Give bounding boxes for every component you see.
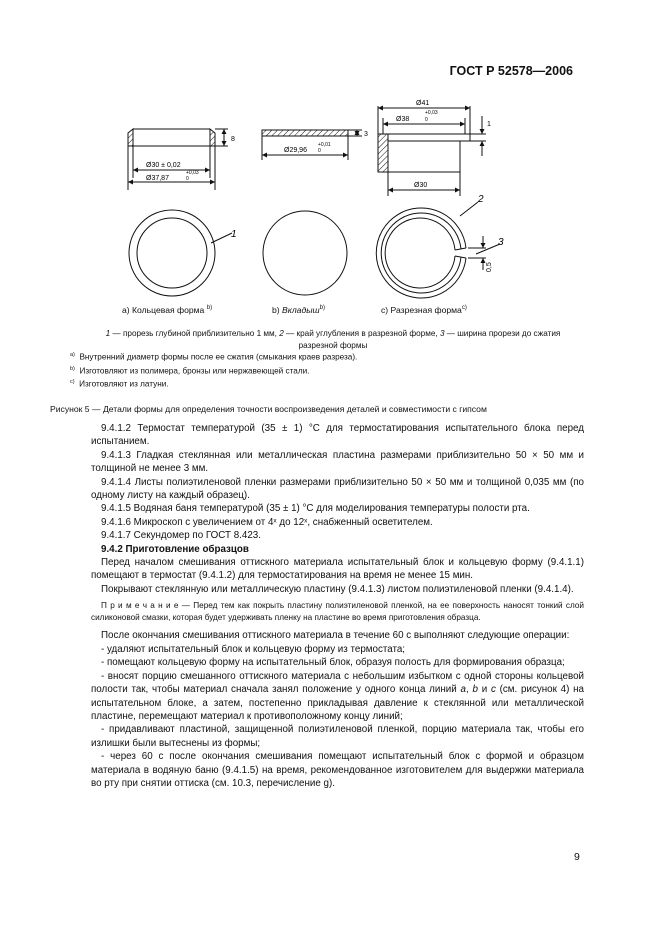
dim-d29-tol: +0,01 (318, 142, 331, 148)
page-number: 9 (574, 851, 580, 863)
insert-plan (263, 211, 347, 295)
para-9-4-1-2: 9.4.1.2 Термостат температурой (35 ± 1) °С для термостатирования испытательного блока перед испытанием. (91, 423, 584, 448)
dim-d37-tol: +0,03 (186, 170, 199, 176)
para-prep-2: Покрывают стеклянную или металлическую пластину (9.4.1.3) листом полиэтиленовой пленки (9.4.1.4). (101, 583, 574, 595)
para-ops: После окончания смешивания оттискного материала в течение 60 с выполняют следующие операции: (101, 630, 570, 642)
dim-d37-tol2: 0 (186, 176, 189, 182)
callout-1: 1 (231, 229, 237, 240)
note: П р и м е ч а н и е — Перед тем как покрыть пластину полиэтиленовой пленкой, на ее поверхность наносят тонкий слой силиконовой смазки, которая будет удерживать пленку на пластине во время приготовления образца. (91, 601, 584, 622)
split-form-plan (376, 202, 500, 298)
caption-b: b) Вкладыш$^{b)}$ (272, 305, 326, 315)
figure-5-drawing (0, 0, 661, 330)
list-item-5: - через 60 с после окончания смешивания помещают испытательный блок с формой и образцом материала в водяную баню (9.4.1.5) на время, рекомендованное изготовителем для выдержки материала во рту при снятии оттиска (см. 10.3, перечисление g). (91, 751, 584, 789)
body-text (91, 422, 584, 790)
caption-a: a) Кольцевая форма $^{b)}$ (122, 305, 213, 315)
list-item-1: - удаляют испытательный блок и кольцевую форму из термостата; (101, 643, 406, 655)
para-9-4-1-4: 9.4.1.4 Листы полиэтиленовой пленки размерами приблизительно 50 × 50 мм и толщиной 0,035 мм (по одному листу на каждый образец). (91, 476, 584, 502)
dim-d38-tol: +0,03 (425, 110, 438, 116)
para-9-4-1-6: 9.4.1.6 Микроскоп с увеличением от 4ˣ до 12ˣ, снабженный осветителем. (101, 516, 433, 528)
section-heading: 9.4.2 Приготовление образцов (101, 543, 249, 555)
para-9-4-1-5: 9.4.1.5 Водяная баня температурой (35 ± 1) °С для моделирования температуры полости рта. (101, 503, 530, 515)
para-9-4-1-3: 9.4.1.3 Гладкая стеклянная или металлическая пластина размерами приблизительно 50 × 50 мм и толщиной не менее 3 мм. (91, 449, 584, 475)
dim-d37: Ø37,87 (146, 175, 169, 182)
dim-d29-tol2: 0 (318, 148, 321, 154)
dim-h1: 1 (487, 121, 491, 128)
caption-c: c) Разрезная форма$^{c)}$ (381, 305, 467, 315)
dim-h3: 3 (364, 131, 368, 138)
dim-d38: Ø38 (396, 116, 410, 123)
figure-legend: 1 — прорезь глубиной приблизительно 1 мм, 2 — край углубления в разрезной форме, 3 — ширина прорези до сжатия разрезной формы (105, 329, 561, 350)
para-prep-1: Перед началом смешивания оттискного материала испытательный блок и кольцевую форму (9.4.1.1) помещают в термостат (9.4.1.2) для термостатирования на время не менее 15 мин. (91, 557, 584, 582)
callout-2: 2 (478, 194, 484, 205)
list-item-4: - придавливают пластиной, защищенной полиэтиленовой пленкой, порцию материала так, чтобы его излишки были вытеснены из формы; (91, 724, 584, 749)
list-item-2: - помещают кольцевую форму на испытательный блок, образуя полость для формирования образца; (101, 657, 565, 669)
footnote-c: $^{c)}$ Изготовляют из латуни. (70, 379, 169, 389)
dim-d38-tol2: 0 (425, 117, 428, 123)
dim-d30c: Ø30 (414, 182, 428, 189)
dim-d30: Ø30 ± 0,02 (146, 162, 181, 169)
callout-3: 3 (498, 237, 504, 248)
standard-header: ГОСТ Р 52578—2006 (449, 64, 573, 78)
para-9-4-1-7: 9.4.1.7 Секундомер по ГОСТ 8.423. (101, 530, 261, 542)
footnote-a: $^{a)}$ Внутренний диаметр формы после ее сжатия (смыкания краев разреза). (70, 352, 358, 362)
dim-d41: Ø41 (416, 100, 430, 107)
ring-form-section (128, 129, 228, 190)
list-item-3: - вносят порцию смешанного оттискного материала с небольшим избытком с одной стороны кольцевой полости так, чтобы материал сначала занял положение у одного конца линий a, b и c (см. рисунок 4) на испытательном блоке, а затем, постепенно прикладывая давление к стеклянной или металлической пластине, перемещают материал к противоположному концу линий; (91, 670, 584, 722)
split-form-section (378, 106, 486, 196)
dim-h8: 8 (231, 136, 235, 143)
footnote-b: $^{b)}$ Изготовляют из полимера, бронзы или нержавеющей стали. (70, 366, 310, 376)
dim-gap: 0,5 (486, 262, 493, 272)
insert-section (262, 130, 362, 160)
figure-title: Рисунок 5 — Детали формы для определения точности воспроизведения деталей и совместимости с гипсом (50, 404, 487, 414)
dim-d29: Ø29,96 (284, 147, 307, 154)
ring-form-plan (129, 210, 232, 296)
